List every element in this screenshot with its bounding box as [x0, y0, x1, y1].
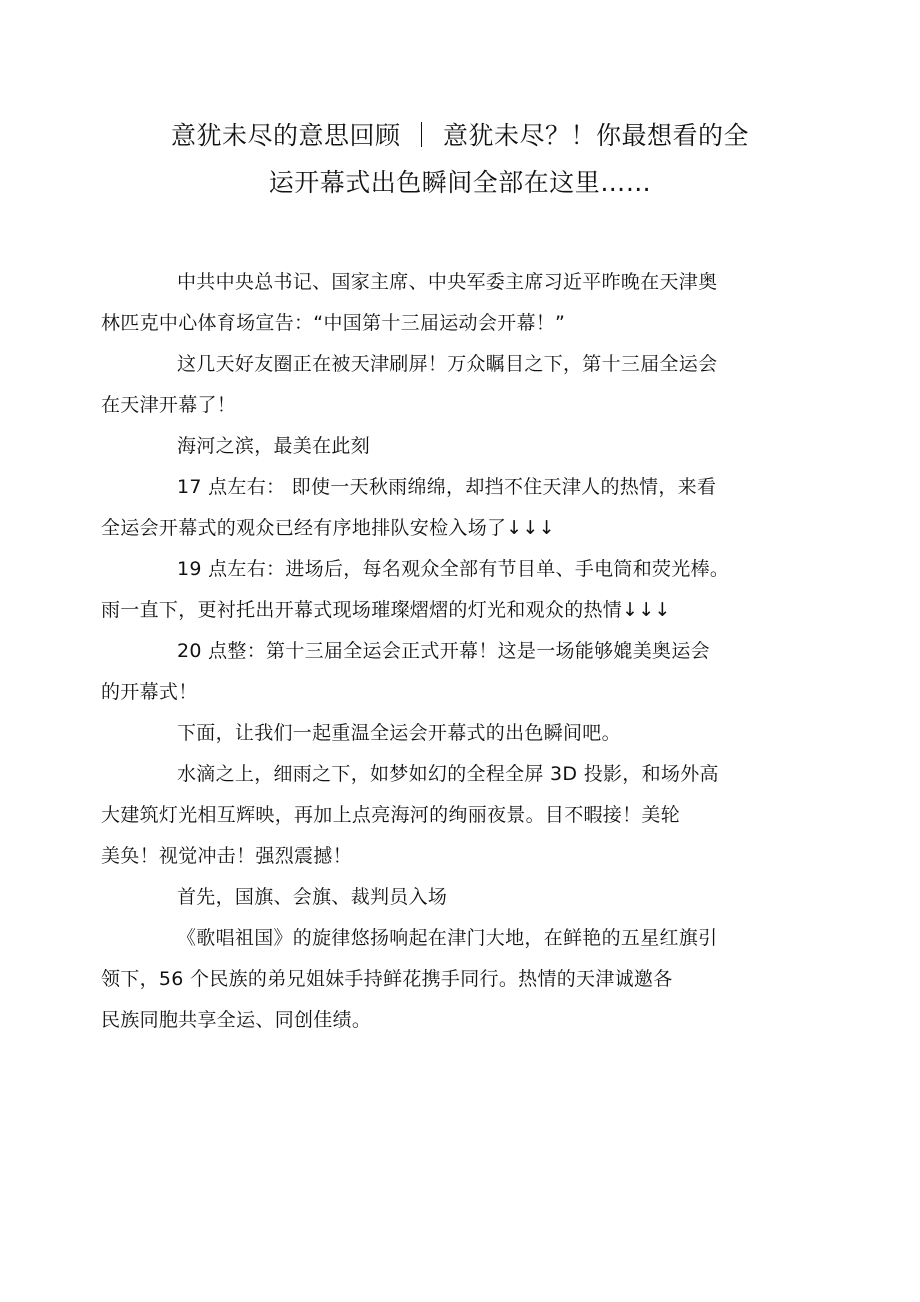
- paragraph-review: [139, 713, 784, 754]
- article-body: [101, 262, 784, 1041]
- paragraph-19h: [101, 549, 784, 631]
- text-line: 中共中央总书记、国家主席、中央军委主席习近平昨晚在天津奥: [177, 271, 718, 293]
- text-line: 海河之滨，最美在此刻: [177, 435, 371, 457]
- paragraph-flags-entrance: [139, 877, 784, 918]
- text-line: 下面，让我们一起重温全运会开幕式的出色瞬间吧。: [177, 722, 621, 744]
- text-line: 林匹克中心体育场宣告：“中国第十三届运动会开幕！”: [101, 312, 566, 334]
- text-line: 美奂！视觉冲击！强烈震撼！: [101, 845, 352, 867]
- text-line: 19 点左右：进场后，每名观众全部有节目单、手电筒和荧光棒。: [177, 558, 730, 580]
- text-line: 雨一直下，更衬托出开幕式现场璀璨熠熠的灯光和观众的热情↓↓↓: [101, 599, 671, 621]
- text-line: 水滴之上，细雨之下，如梦如幻的全程全屏 3D 投影，和场外高: [177, 763, 719, 785]
- text-line: 大建筑灯光相互辉映，再加上点亮海河的绚丽夜景。目不暇接！美轮: [101, 804, 681, 826]
- text-line: 民族同胞共享全运、同创佳绩。: [101, 1009, 372, 1031]
- text-line: 20 点整：第十三届全运会正式开幕！这是一场能够媲美奥运会: [177, 640, 710, 662]
- text-line: 《歌唱祖国》的旋律悠扬响起在津门大地，在鲜艳的五星红旗引: [177, 927, 718, 949]
- paragraph-trending: [101, 344, 784, 426]
- paragraph-announcement: [101, 262, 784, 344]
- paragraph-projection: [101, 754, 784, 877]
- paragraph-17h: [101, 467, 784, 549]
- text-line: 的开幕式！: [101, 681, 198, 703]
- paragraph-20h: [101, 631, 784, 713]
- paragraph-subheading-haihe: [139, 426, 784, 467]
- title-line-2: 运开幕式出色瞬间全部在这里……: [268, 168, 652, 197]
- title-line-1: 意犹未尽的意思回顾 ｜ 意犹未尽？！你最想看的全: [171, 121, 749, 150]
- text-line: 这几天好友圈正在被天津刷屏！万众瞩目之下，第十三届全运会: [177, 353, 718, 375]
- text-line: 首先，国旗、会旗、裁判员入场: [177, 886, 448, 908]
- text-line: 17 点左右： 即使一天秋雨绵绵，却挡不住天津人的热情，来看: [177, 476, 717, 498]
- document-title: [140, 112, 780, 206]
- text-line: 全运会开幕式的观众已经有序地排队安检入场了↓↓↓: [101, 517, 555, 539]
- text-line: 在天津开幕了！: [101, 394, 237, 416]
- paragraph-song: [101, 918, 784, 1041]
- text-line: 领下，56 个民族的弟兄姐妹手持鲜花携手同行。热情的天津诚邀各: [101, 968, 673, 990]
